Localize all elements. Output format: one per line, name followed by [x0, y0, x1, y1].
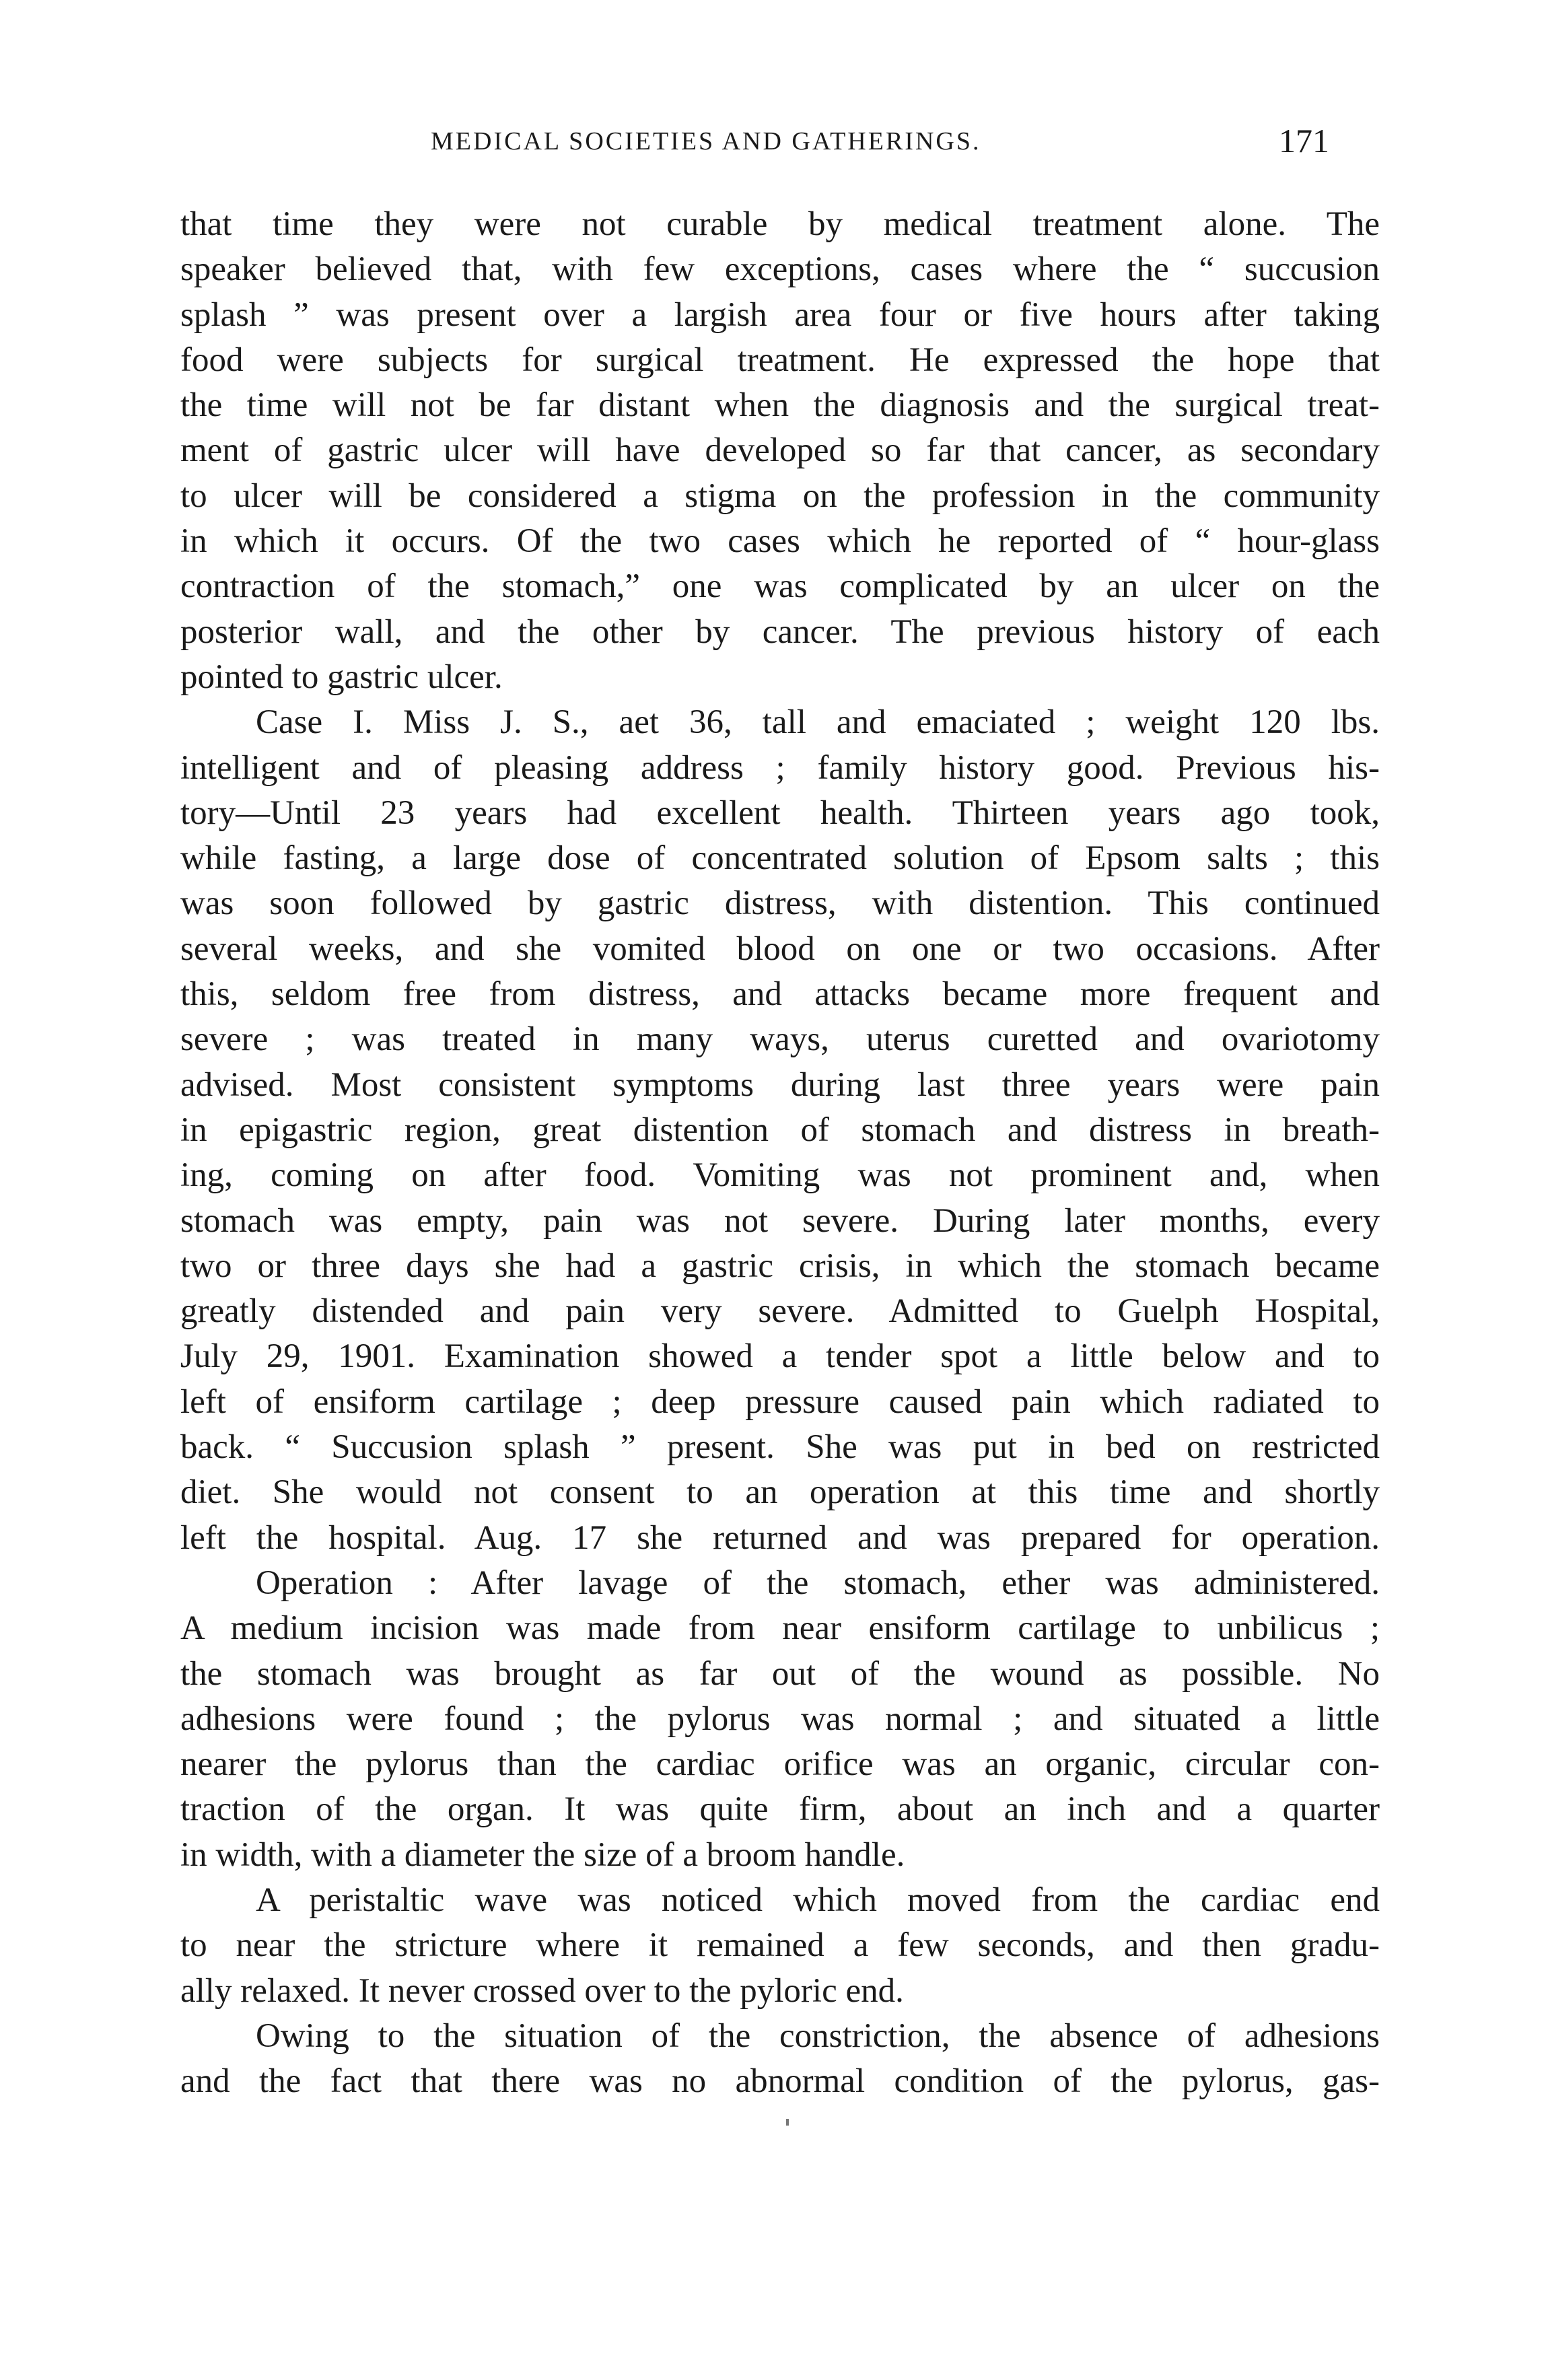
text-line: left of ensiform cartilage ; deep pressure caused pain which radiated to: [180, 1382, 1380, 1421]
text-line: pointed to gastric ulcer.: [180, 658, 503, 696]
page-number: 171: [1279, 122, 1329, 160]
text-line: posterior wall, and the other by cancer. The previous history of each: [180, 612, 1380, 651]
text-line: Owing to the situation of the constriction, the absence of adhesions: [256, 2017, 1380, 2055]
running-head: MEDICAL SOCIETIES AND GATHERINGS.: [431, 127, 981, 155]
text-line: food were subjects for surgical treatment. He expressed the hope that: [180, 341, 1380, 379]
text-line: A medium incision was made from near ensiform cartilage to unbilicus ;: [180, 1609, 1380, 1648]
text-line: left the hospital. Aug. 17 she returned and was prepared for operation.: [180, 1518, 1380, 1557]
text-line: two or three days she had a gastric crisis, in which the stomach became: [180, 1247, 1380, 1285]
text-line: severe ; was treated in many ways, uterus curetted and ovariotomy: [180, 1020, 1380, 1059]
text-line: A peristaltic wave was noticed which moved from the cardiac end: [256, 1881, 1380, 1919]
text-line: contraction of the stomach,” one was complicated by an ulcer on the: [180, 567, 1380, 606]
text-line: intelligent and of pleasing address ; family history good. Previous his-: [180, 748, 1380, 787]
text-line: ing, coming on after food. Vomiting was not prominent and, when: [180, 1156, 1380, 1195]
text-line: several weeks, and she vomited blood on one or two occasions. After: [180, 930, 1380, 968]
text-line: greatly distended and pain very severe. Admitted to Guelph Hospital,: [180, 1292, 1380, 1331]
text-line: to near the stricture where it remained a few seconds, and then gradu-: [180, 1926, 1380, 1965]
text-line: ment of gastric ulcer will have developed so far that cancer, as secondary: [180, 431, 1380, 470]
text-line: adhesions were found ; the pylorus was normal ; and situated a little: [180, 1700, 1380, 1738]
text-line: that time they were not curable by medical treatment alone. The: [180, 205, 1380, 243]
case-heading-line: Case I. Miss J. S., aet 36, tall and emaciated ; weight 120 lbs.: [256, 703, 1380, 742]
text-line: in epigastric region, great distention of stomach and distress in breath-: [180, 1111, 1380, 1149]
text-line: back. “ Succusion splash ” present. She was put in bed on restricted: [180, 1428, 1380, 1467]
text-line: while fasting, a large dose of concentrated solution of Epsom salts ; this: [180, 839, 1380, 878]
text-line: splash ” was present over a largish area four or five hours after taking: [180, 295, 1380, 334]
text-line: speaker believed that, with few exceptions, cases where the “ succusion: [180, 250, 1380, 289]
text-line: ally relaxed. It never crossed over to the pyloric end.: [180, 1971, 904, 2010]
text-line: in which it occurs. Of the two cases which he reported of “ hour-glass: [180, 522, 1380, 561]
text-line: stomach was empty, pain was not severe. During later months, every: [180, 1201, 1380, 1240]
text-line: tory—Until 23 years had excellent health. Thirteen years ago took,: [180, 794, 1380, 832]
text-line: advised. Most consistent symptoms during last three years were pain: [180, 1065, 1380, 1104]
text-line: in width, with a diameter the size of a broom handle.: [180, 1835, 905, 1874]
operation-paragraph-line: Operation : After lavage of the stomach, ether was administered.: [256, 1564, 1380, 1602]
text-line: the stomach was brought as far out of the wound as possible. No: [180, 1654, 1380, 1693]
body-text: [180, 202, 1380, 2104]
text-line: traction of the organ. It was quite firm, about an inch and a quarter: [180, 1790, 1380, 1829]
text-line: was soon followed by gastric distress, with distention. This continued: [180, 884, 1380, 923]
text-line: to ulcer will be considered a stigma on the profession in the community: [180, 477, 1380, 515]
text-line: the time will not be far distant when the diagnosis and the surgical treat-: [180, 386, 1380, 425]
text-line: nearer the pylorus than the cardiac orifice was an organic, circular con-: [180, 1745, 1380, 1784]
text-line: diet. She would not consent to an operation at this time and shortly: [180, 1473, 1380, 1512]
ink-speck: [786, 2119, 789, 2126]
text-line: July 29, 1901. Examination showed a tender spot a little below and to: [180, 1337, 1380, 1376]
text-line: and the fact that there was no abnormal condition of the pylorus, gas-: [180, 2062, 1380, 2101]
text-line: this, seldom free from distress, and attacks became more frequent and: [180, 975, 1380, 1014]
